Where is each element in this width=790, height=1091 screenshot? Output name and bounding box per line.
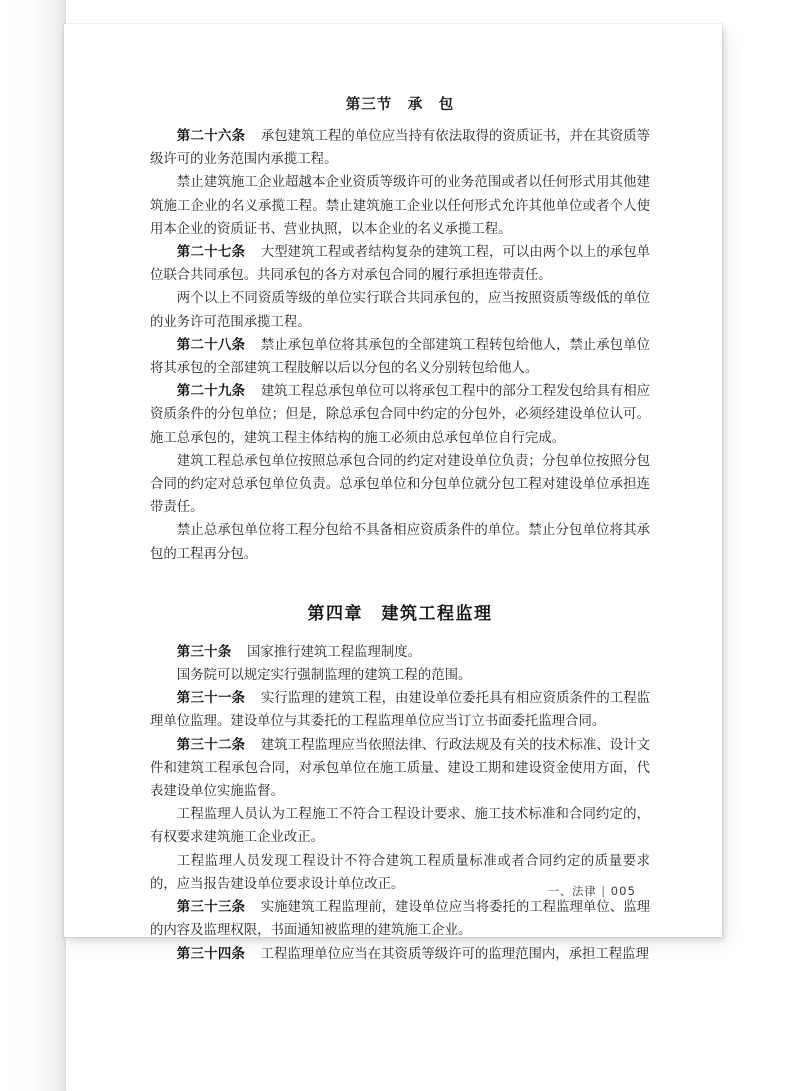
article-paragraph — [150, 943, 650, 966]
article-number: 第二十八条 — [176, 337, 246, 353]
page-gutter-shadow — [0, 0, 66, 1091]
chapter-articles-body — [150, 641, 650, 966]
article-text: 建筑工程总承包单位按照总承包合同的约定对建设单位负责；分包单位按照分包合同的约定对总承包单位负责。总承包单位和分包单位就分包工程对建设单位承担连带责任。 — [150, 453, 650, 516]
article-number: 第三十条 — [176, 644, 232, 660]
article-text: 禁止承包单位将其承包的全部建筑工程转包给他人，禁止承包单位将其承包的全部建筑工程肢解以后以分包的名义分别转包给他人。 — [150, 337, 651, 377]
article-number: 第三十一条 — [176, 691, 246, 707]
article-text: 国务院可以规定实行强制监理的建筑工程的范围。 — [176, 668, 472, 684]
article-number: 第三十四条 — [176, 946, 246, 962]
article-paragraph — [150, 896, 650, 942]
article-number: 第三十三条 — [176, 900, 246, 916]
article-text: 实行监理的建筑工程，由建设单位委托具有相应资质条件的工程监理单位监理。建设单位与其委托的工程监理单位应当订立书面委托监理合同。 — [150, 691, 651, 730]
article-paragraph — [150, 334, 650, 380]
article-paragraph — [150, 171, 650, 241]
article-text: 工程监理人员认为工程施工不符合工程设计要求、施工技术标准和合同约定的，有权要求建筑施工企业改正。 — [150, 807, 650, 846]
article-paragraph — [150, 287, 650, 333]
page-number: 005 — [610, 884, 636, 898]
article-paragraph — [150, 125, 650, 171]
article-text: 大型建筑工程或者结构复杂的建筑工程，可以由两个以上的承包单位联合共同承包。共同承包的各方对承包合同的履行承担连带责任。 — [150, 245, 651, 284]
article-number: 第二十六条 — [176, 129, 246, 144]
page-text-column — [150, 94, 650, 966]
article-text: 建筑工程总承包单位可以将承包工程中的部分工程发包给具有相应资质条件的分包单位；但是，除总承包合同中约定的分包外，必须经建设单位认可。施工总承包的，建筑工程主体结构的施工必须由总承包单位自行完成。 — [150, 384, 651, 446]
article-number: 第二十九条 — [176, 384, 246, 400]
article-paragraph — [150, 734, 650, 804]
article-paragraph — [150, 450, 650, 520]
chapter-heading-block — [150, 601, 650, 627]
footer-part-label: 一、法律 — [547, 884, 597, 898]
article-text: 禁止总承包单位将工程分包给不具备相应资质条件的单位。禁止分包单位将其承包的工程再分包。 — [150, 523, 650, 562]
article-paragraph — [150, 519, 650, 565]
article-paragraph — [150, 241, 650, 287]
footer-separator: | — [601, 884, 606, 898]
article-paragraph — [150, 380, 650, 450]
article-paragraph — [150, 687, 650, 733]
section-articles-body — [150, 125, 650, 566]
page-footer — [548, 883, 636, 899]
article-number: 第二十七条 — [176, 245, 246, 261]
article-text: 国家推行建筑工程监理制度。 — [246, 644, 422, 660]
article-text: 两个以上不同资质等级的单位实行联合共同承包的，应当按照资质等级低的单位的业务许可范围承揽工程。 — [150, 291, 650, 330]
article-paragraph — [150, 641, 650, 664]
article-text: 建筑工程监理应当依照法律、行政法规及有关的技术标准、设计文件和建筑工程承包合同，对承包单位在施工质量、建设工期和建设资金使用方面，代表建设单位实施监督。 — [150, 737, 651, 800]
article-paragraph — [150, 803, 650, 849]
section-heading: 第三节 承 包 — [345, 97, 455, 113]
article-text: 工程监理单位应当在其资质等级许可的监理范围内，承担工程监理 — [260, 946, 649, 962]
book-page-sheet — [64, 24, 722, 962]
chapter-heading: 第四章 建筑工程监理 — [307, 603, 493, 624]
article-text: 工程监理人员发现工程设计不符合建筑工程质量标准或者合同约定的质量要求的，应当报告建设单位要求设计单位改正。 — [150, 853, 650, 892]
article-text: 禁止建筑施工企业超越本企业资质等级许可的业务范围或者以任何形式用其他建筑施工企业的名义承揽工程。禁止建筑施工企业以任何形式允许其他单位或者个人使用本企业的资质证书、营业执照，以本企业的名义承揽工程。 — [150, 175, 650, 237]
article-number: 第三十二条 — [176, 737, 246, 753]
article-text: 承包建筑工程的单位应当持有依法取得的资质证书，并在其资质等级许可的业务范围内承揽工程。 — [150, 129, 651, 168]
article-paragraph — [150, 664, 650, 687]
article-text: 实施建筑工程监理前，建设单位应当将委托的工程监理单位、监理的内容及监理权限，书面通知被监理的建筑施工企业。 — [150, 900, 651, 939]
